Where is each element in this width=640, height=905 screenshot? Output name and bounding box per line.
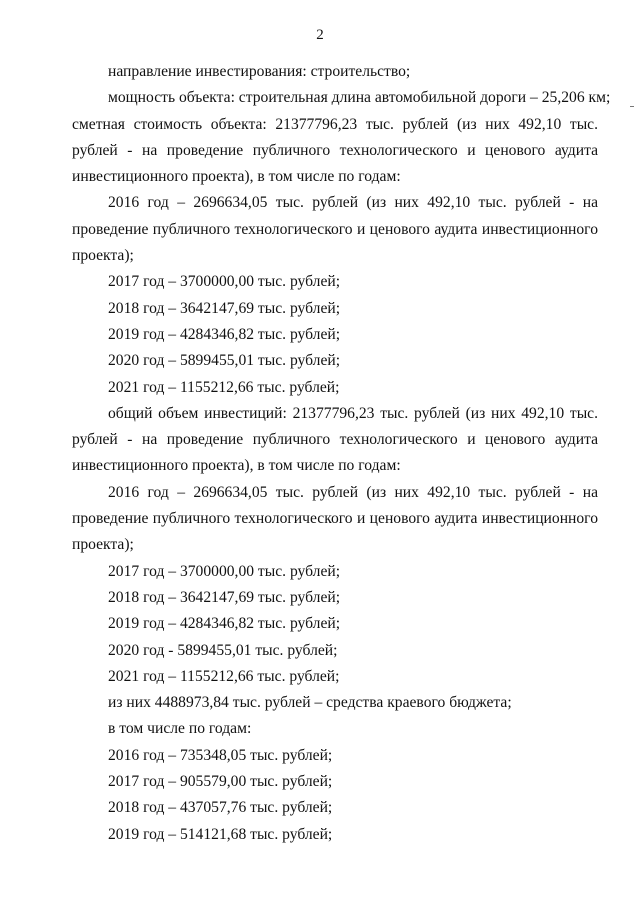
- paragraph-cost-2019: 2019 год – 4284346,82 тыс. рублей;: [108, 325, 341, 343]
- paragraph-investment-2017: 2017 год – 3700000,00 тыс. рублей;: [108, 562, 341, 580]
- paragraph-regional-2019: 2019 год – 514121,68 тыс. рублей;: [108, 825, 333, 843]
- paragraph-investment-2016: 2016 год – 2696634,05 тыс. рублей (из них 492,10 тыс. рублей - на проведение публичного технологического и ценового аудита инвестиционного проекта);: [72, 483, 598, 554]
- paragraph-regional-2018: 2018 год – 437057,76 тыс. рублей;: [108, 799, 333, 817]
- paragraph-cost-2016: 2016 год – 2696634,05 тыс. рублей (из них 492,10 тыс. рублей - на проведение публичного технологического и ценового аудита инвестиционного проекта);: [72, 194, 598, 265]
- paragraph-object-capacity: мощность объекта: строительная длина автомобильной дороги – 25,206 км;: [108, 89, 611, 107]
- paragraph-regional-2016: 2016 год – 735348,05 тыс. рублей;: [108, 746, 333, 764]
- paragraph-cost-2021: 2021 год – 1155212,66 тыс. рублей;: [108, 378, 340, 396]
- paragraph-by-years: в том числе по годам:: [108, 720, 252, 738]
- paragraph-regional-2017: 2017 год – 905579,00 тыс. рублей;: [108, 773, 333, 791]
- paragraph-investment-direction: направление инвестирования: строительство;: [108, 63, 411, 80]
- paragraph-cost-2020: 2020 год – 5899455,01 тыс. рублей;: [108, 352, 341, 370]
- page-number: 2: [316, 27, 324, 43]
- paragraph-regional-budget: из них 4488973,84 тыс. рублей – средства краевого бюджета;: [108, 694, 512, 712]
- paragraph-total-investment: общий объем инвестиций: 21377796,23 тыс. рублей (из них 492,10 тыс. рублей - на проведение публичного технологического и ценового аудита инвестиционного проекта), в том числе по годам:: [72, 404, 598, 475]
- paragraph-estimated-cost: сметная стоимость объекта: 21377796,23 тыс. рублей (из них 492,10 тыс. рублей - на проведение публичного технологического и ценового аудита инвестиционного проекта), в том числе по годам:: [72, 115, 598, 186]
- paragraph-investment-2018: 2018 год – 3642147,69 тыс. рублей;: [108, 588, 341, 606]
- document-body: [72, 59, 611, 848]
- paragraph-investment-2021: 2021 год – 1155212,66 тыс. рублей;: [108, 667, 340, 685]
- scan-edge-mark: [630, 106, 634, 107]
- paragraph-cost-2017: 2017 год – 3700000,00 тыс. рублей;: [108, 273, 341, 291]
- paragraph-investment-2020: 2020 год - 5899455,01 тыс. рублей;: [108, 641, 338, 659]
- paragraph-investment-2019: 2019 год – 4284346,82 тыс. рублей;: [108, 615, 341, 633]
- paragraph-cost-2018: 2018 год – 3642147,69 тыс. рублей;: [108, 299, 341, 317]
